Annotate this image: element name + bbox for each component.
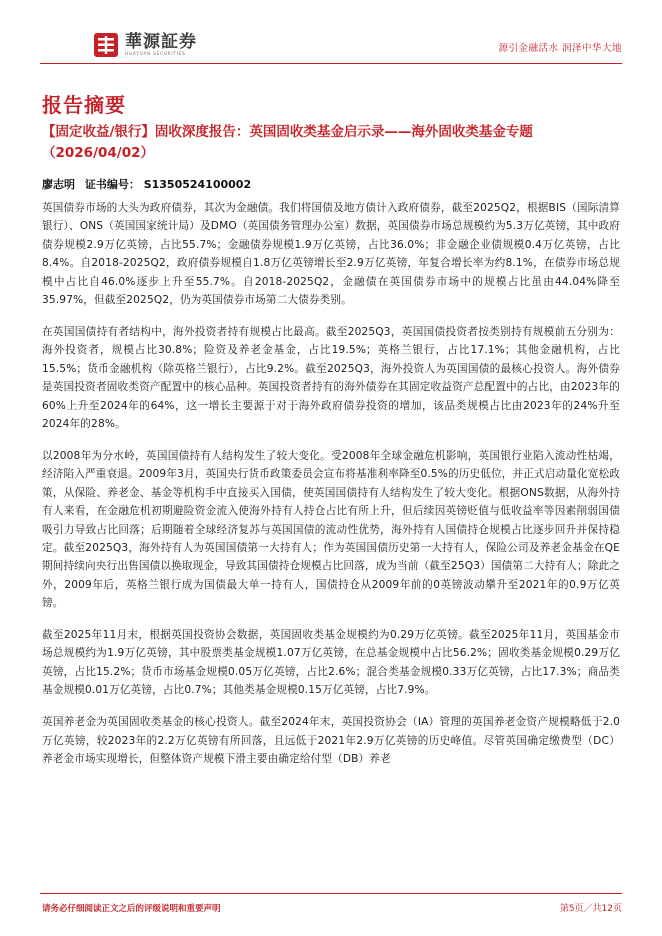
paragraph-3: 以2008年为分水岭，英国国债持有人结构发生了较大变化。受2008年全球金融危机影响，英国银行业陷入流动性枯竭，经济陷入严重衰退。2009年3月，英国央行货币政策委员会宣布将基准利率降至0.5%的历史低位，并正式启动量化宽松政策，从保险、养老金、基金等机构手中直接买入国债，使英国国债持有人结构发生了较大变化。根据ONS数据，从海外持有人来看，在金融危机初期避险资金流入使海外持有人持仓占比有所上升，但后续因英镑贬值与低收益率等因素削弱国债吸引力导致占比回落；后期随着全球经济复苏与英国国债的流动性优势，海外持有人国债持仓规模占比逐步回升并保持稳定。截至2025Q3，海外持有人为英国国债第一大持有人；作为英国国债历史第一大持有人，保险公司及养老金基金在QE期间持续向央行出售国债以换取现金，导致其国债持仓规模占比回落，成为当前（截至25Q3）国债第二大持有人；除此之外，2009年后，英格兰银行成为国债最大单一持有人，国债持仓从2009年前的0英镑波动攀升至2021年的0.9万亿英镑。 [42, 449, 620, 610]
paragraph-4: 截至2025年11月末，根据英国投资协会数据，英国固收类基金规模约为0.29万亿英镑。截至2025年11月，英国基金市场总规模约为1.9万亿英镑，其中股票类基金规模1.07万亿英镑，在总基金规模中占比56.2%；固收类基金规模0.29万亿英镑，占比15.2%；货币市场基金规模0.05万亿英镑，占比2.6%；混合类基金规模0.33万亿英镑，占比17.3%；商品类基金规模0.01万亿英镑，占比0.7%；其他类基金规模0.15万亿英镑，占比7.9%。 [42, 629, 620, 697]
header-divider [40, 63, 622, 64]
report-body [42, 199, 620, 782]
logo-name: 華源証券 [125, 32, 197, 52]
page-number: 第5页／共12页 [559, 904, 622, 914]
cert-label: 证书编号： [84, 178, 140, 191]
page-header [0, 0, 662, 70]
logo-emblem-icon [93, 32, 119, 58]
header-slogan: 源引金融活水 润泽中华大地 [498, 43, 622, 54]
paragraph-2: 在英国国债持有者结构中，海外投资者持有规模占比最高。截至2025Q3，英国国债投资者按类别持有规模前五分别为：海外投资者，规模占比30.8%；险资及养老金基金，占比19.5%；英格兰银行，占比17.1%；其他金融机构，占比15.5%；货币金融机构（除英格兰银行），占比9.2%。截至2025Q3，海外投资人为英国国债的最核心投资人。海外债券是英国投资者固收类资产配置中的核心品种。英国投资者持有的海外债券在其固定收益资产总配置中的占比，由2023年的60%上升至2024年的64%，这一增长主要源于对于海外政府债券投资的增加，该品类规模占比由2023年的24%升至2024年的28%。 [42, 325, 620, 430]
section-title: 报告摘要 [42, 93, 126, 117]
logo-subtext: HUAYUAN SECURITIES [125, 52, 186, 57]
footer-disclaimer: 请务必仔细阅读正文之后的评级说明和重要声明 [42, 904, 221, 914]
paragraph-1: 英国债券市场的大头为政府债券，其次为金融债。我们将国债及地方债计入政府债券，截至2025Q2，根据BIS（国际清算银行）、ONS（英国国家统计局）及DMO（英国债务管理办公室）数据，英国债券市场总规模约为5.3万亿英镑，其中政府债券规模2.9万亿英镑，占比55.7%；金融债券规模1.9万亿英镑，占比36.0%；非金融企业债规模0.4万亿英镑，占比8.4%。自2018-2025Q2，政府债券规模自1.8万亿英镑增长至2.9万亿英镑，年复合增长率为约8.1%，在债券市场总规模中占比自46.0%逐步上升至55.7%。自2018-2025Q2，金融债在英国债券市场中的规模占比虽由44.04%降至35.97%，但截至2025Q2，仍为英国债券市场第二大债券类别。 [42, 202, 620, 307]
paragraph-5: 英国养老金为英国固收类基金的核心投资人。截至2024年末，英国投资协会（IA）管理的英国养老金资产规模略低于2.0万亿英镑，较2023年的2.2万亿英镑有所回落，且远低于2021年2.9万亿英镑的历史峰值。尽管英国确定缴费型（DC）养老金市场实现增长，但整体资产规模下滑主要由确定给付型（DB）养老 [42, 716, 620, 765]
cert-number: S1350524100002 [143, 178, 252, 191]
footer-divider [40, 893, 622, 894]
author-name: 廖志明 [42, 178, 75, 191]
company-logo [93, 32, 197, 58]
author-line [42, 176, 257, 192]
report-title: 【固定收益/银行】固收深度报告：英国固收类基金启示录——海外固收类基金专题（2026/04/02） [42, 124, 533, 161]
